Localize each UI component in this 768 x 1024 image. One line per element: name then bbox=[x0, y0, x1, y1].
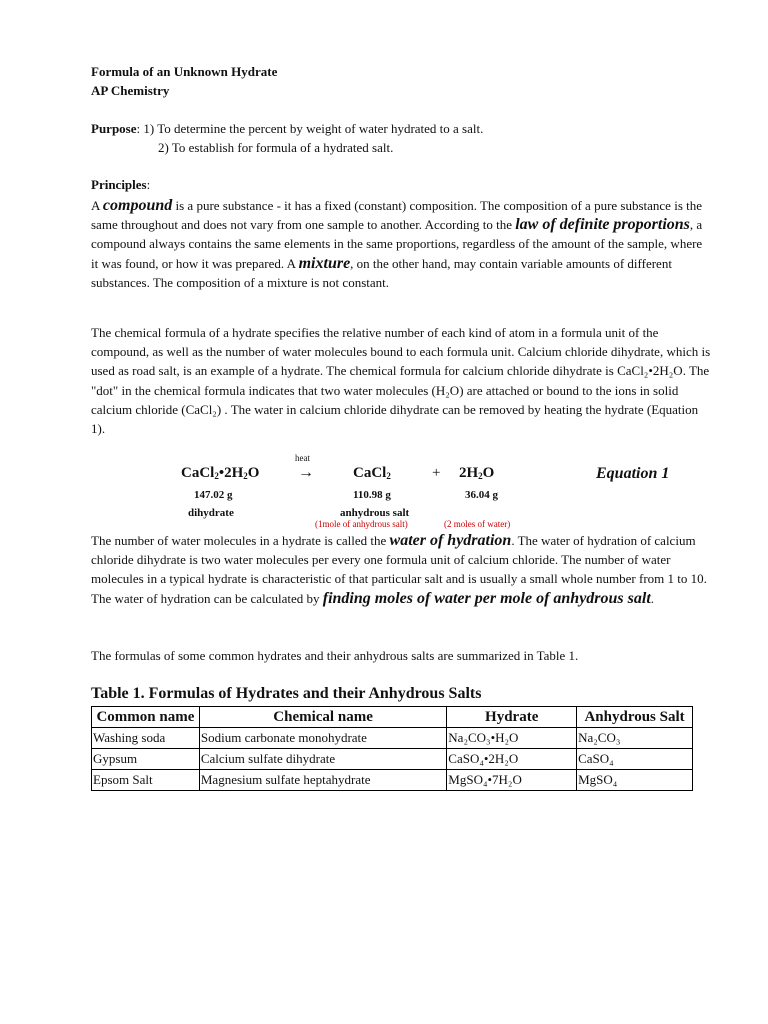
doc-title: Formula of an Unknown Hydrate bbox=[91, 64, 278, 79]
note-anhydrous-salt: (1mole of anhydrous salt) bbox=[315, 519, 408, 529]
term-water-of-hydration: water of hydration bbox=[389, 532, 512, 549]
mass-product-water: 36.04 g bbox=[465, 489, 498, 501]
term-compound: compound bbox=[102, 197, 173, 214]
course-name: AP Chemistry bbox=[91, 83, 170, 98]
plus-sign: + bbox=[432, 465, 441, 481]
cell-anhydrous-salt: MgSO₄ bbox=[577, 770, 693, 791]
paragraph-compound: A compound is a pure substance - it has a fixed (constant) composition. The composition of a pure substance is the same throughout and does not vary from one sample to another. According to the law of definite proportions, a compound always contains the same elements in the same proportions, regardless of the amount of the sample, where it was found, or how it was prepared. A mixture, on the other hand, may contain variable amounts of different substances. The composition of a mixture is not constant. bbox=[91, 197, 703, 290]
header-anhydrous-salt: Anhydrous Salt bbox=[577, 707, 693, 728]
name-reactant: dihydrate bbox=[188, 507, 234, 519]
cell-hydrate: Na₂CO₃•H₂O bbox=[447, 728, 577, 749]
mass-reactant: 147.02 g bbox=[194, 489, 233, 501]
purpose-label: Purpose bbox=[91, 121, 137, 136]
equation-label: Equation 1 bbox=[596, 465, 670, 482]
equation-product-water: $2H_2O$ bbox=[459, 465, 495, 481]
table-row bbox=[92, 770, 693, 791]
paragraph-table-intro: The formulas of some common hydrates and their anhydrous salts are summarized in Table 1. bbox=[91, 648, 579, 663]
cell-common-name: Washing soda bbox=[92, 728, 200, 749]
heat-label: heat bbox=[295, 453, 310, 463]
principles-heading: Principles: bbox=[91, 177, 151, 192]
table-caption: Table 1. Formulas of Hydrates and their Anhydrous Salts bbox=[91, 685, 482, 702]
purpose-line-1: Purpose: 1) To determine the percent by weight of water hydrated to a salt. bbox=[91, 121, 484, 136]
term-mixture: mixture bbox=[298, 254, 351, 272]
note-water-moles: (2 moles of water) bbox=[444, 519, 511, 529]
cell-chemical-name: Sodium carbonate monohydrate bbox=[199, 728, 446, 749]
name-product-salt: anhydrous salt bbox=[340, 507, 410, 519]
term-finding-moles: finding moles of water per mole of anhydrous salt bbox=[322, 589, 651, 607]
cell-hydrate: MgSO₄•7H₂O bbox=[447, 770, 577, 791]
formula-h2o: H₂O bbox=[435, 382, 460, 398]
header-hydrate: Hydrate bbox=[447, 707, 577, 728]
header-chemical-name: Chemical name bbox=[199, 707, 446, 728]
formula-cacl2: CaCl₂ bbox=[185, 401, 217, 417]
table-row bbox=[92, 728, 693, 749]
cell-chemical-name: Calcium sulfate dihydrate bbox=[199, 749, 446, 770]
paragraph-hydrate-formula: The chemical formula of a hydrate specifies the relative number of each kind of atom in a formula unit of the compound, as well as the number of water molecules bound to each formula unit. Calcium chloride dihydrate, which is used as road salt, is an example of a hydrate. The chemical formula for calcium chloride dihydrate is CaCl₂•2H₂O. The "dot" in the chemical formula indicates that two water molecules (H₂O) are attached or bound to the ions in solid calcium chloride (CaCl₂) . The water in calcium chloride dihydrate can be removed by heating the hydrate (Equation 1). bbox=[91, 325, 711, 437]
cell-common-name: Epsom Salt bbox=[92, 770, 200, 791]
equation-product-salt: CaCl$_2$ bbox=[353, 465, 391, 481]
formula-cacl2-2h2o: CaCl₂•2H₂O bbox=[617, 363, 683, 379]
mass-product-salt: 110.98 g bbox=[353, 489, 391, 501]
purpose-line-2: 2) To establish for formula of a hydrated salt. bbox=[158, 140, 394, 155]
table-row bbox=[92, 749, 693, 770]
reaction-arrow: → bbox=[298, 464, 314, 481]
cell-hydrate: CaSO₄•2H₂O bbox=[447, 749, 577, 770]
equation-reactant: $CaCl_2•2H_2O$ bbox=[181, 465, 260, 481]
cell-anhydrous-salt: Na₂CO₃ bbox=[577, 728, 693, 749]
cell-anhydrous-salt: CaSO₄ bbox=[577, 749, 693, 770]
hydrates-table bbox=[91, 706, 693, 791]
cell-common-name: Gypsum bbox=[92, 749, 200, 770]
header-common-name: Common name bbox=[92, 707, 200, 728]
paragraph-water-of-hydration: The number of water molecules in a hydrate is called the water of hydration. The water of hydration of calcium chloride dihydrate is two water molecules per every one formula unit of calcium chloride. The number of water molecules in a typical hydrate is characteristic of that particular salt and is usually a small whole number from 1 to 10. The water of hydration can be calculated by finding moles of water per mole of anhydrous salt. bbox=[91, 532, 707, 607]
table-header-row bbox=[92, 707, 693, 728]
term-law-of-definite-proportions: law of definite proportions bbox=[515, 216, 690, 234]
cell-chemical-name: Magnesium sulfate heptahydrate bbox=[199, 770, 446, 791]
